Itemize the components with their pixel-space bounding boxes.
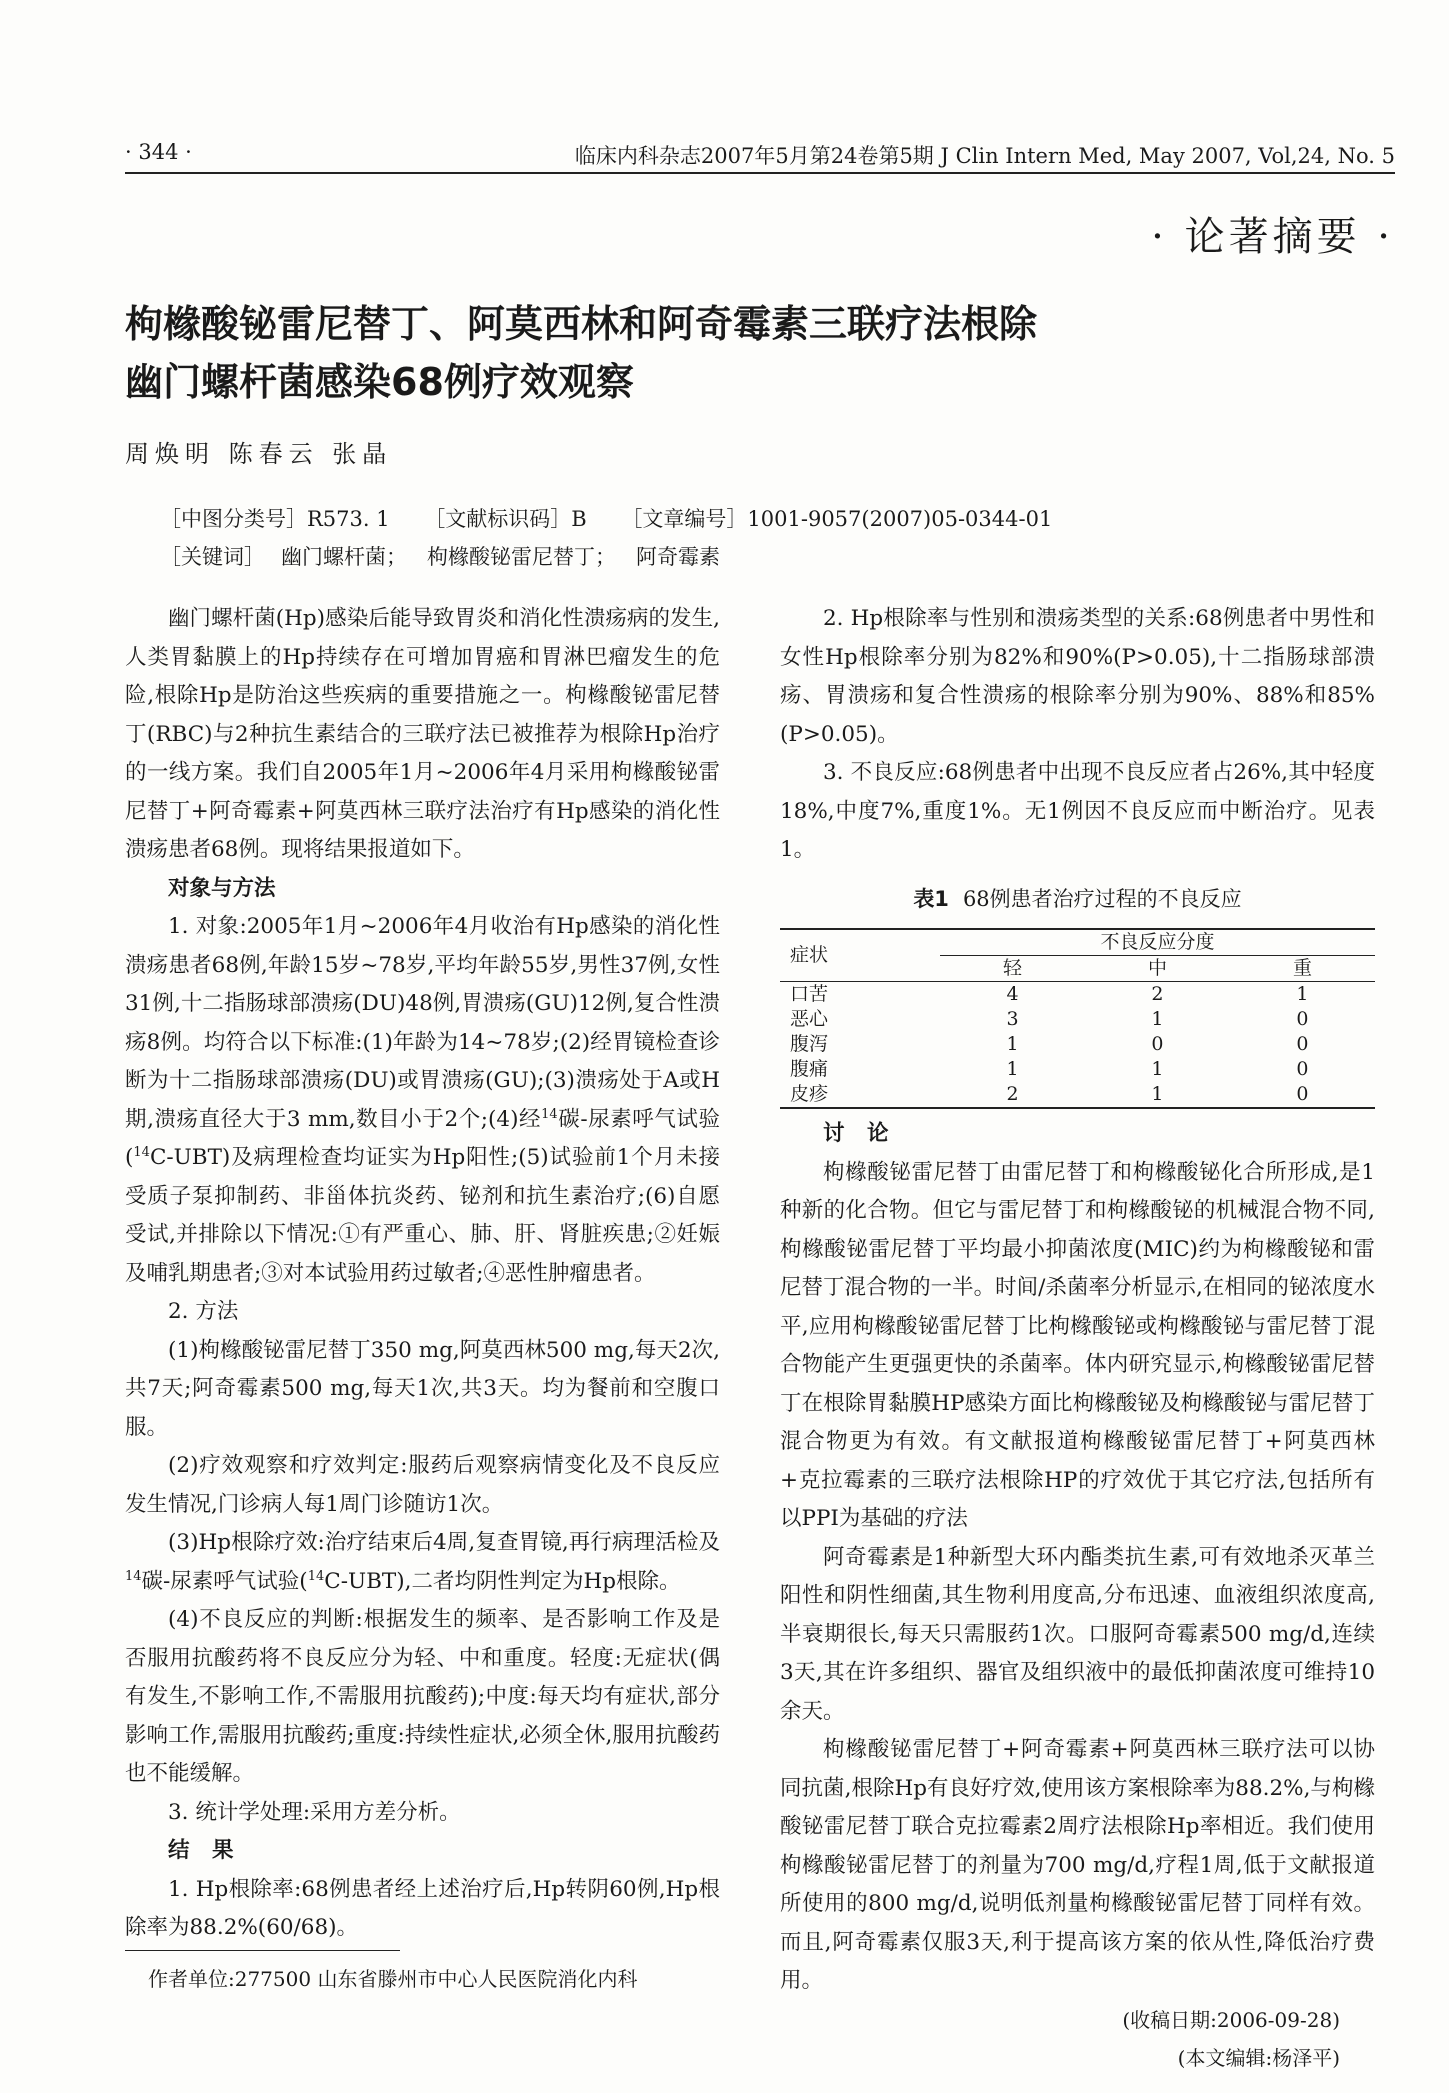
table-row: 皮疹 2 1 0 bbox=[780, 1082, 1375, 1108]
title-line-2: 幽门螺杆菌感染68例疗效观察 bbox=[125, 360, 634, 404]
left-column bbox=[125, 600, 720, 1948]
author-affiliation: 作者单位:277500 山东省滕州市中心人民医院消化内科 bbox=[148, 1967, 638, 1991]
journal-citation: 临床内科杂志2007年5月第24卷第5期 J Clin Intern Med, May 2007, Vol,24, No. 5 bbox=[574, 144, 1395, 168]
document-code: ［文献标识码］B bbox=[424, 507, 587, 531]
methods-observation: (2)疗效观察和疗效判定:服药后观察病情变化及不良反应发生情况,门诊病人每1周门诊随访1次。 bbox=[125, 1453, 720, 1517]
header-rule bbox=[125, 172, 1395, 174]
received-date: (收稿日期:2006-09-28) bbox=[1122, 2007, 1340, 2032]
results-adverse: 3. 不良反应:68例患者中出现不良反应者占26%,其中轻度18%,中度7%,重度1%。无1例因不良反应而中断治疗。见表1。 bbox=[780, 760, 1375, 862]
editor: (本文编辑:杨泽平) bbox=[1177, 2046, 1340, 2070]
col-severe: 重 bbox=[1230, 956, 1375, 982]
article-number: ［文章编号］1001-9057(2007)05-0344-01 bbox=[621, 507, 1053, 531]
methods-adverse: (4)不良反应的判断:根据发生的频率、是否影响工作及是否服用抗酸药将不良反应分为轻、中和重度。轻度:无症状(偶有发生,不影响工作,不需服用抗酸药);中度:每天均有症状,部分影响工作,需服用抗酸药;重度:持续性症状,必须全休,服用抗酸药也不能缓解。 bbox=[125, 1607, 720, 1786]
clc-number: ［中图分类号］R573. 1 bbox=[160, 507, 390, 531]
subjects-paragraph: 1. 对象:2005年1月~2006年4月收治有Hp感染的消化性溃疡患者68例,年龄15岁~78岁,平均年龄55岁,男性37例,女性31例,十二指肠球部溃疡(DU)48例,胃溃疡(GU)12例,复合性溃疡8例。均符合以下标准:(1)年龄为14~78岁;(2)经胃镜检查诊断为十二指肠球部溃疡(DU)或胃溃疡(GU);(3)溃疡处于A或H期,溃疡直径大于3 mm,数目小于2个;(4)经$^{14}$碳-尿素呼气试验($^{14}$C-UBT)及病理检查均证实为Hp阳性;(5)试验前1个月未接受质子泵抑制药、非甾体抗炎药、铋剂和抗生素治疗;(6)自愿受试,并排除以下情况:①有严重心、肺、肝、肾脏疾患;②妊娠及哺乳期患者;③对本试验用药过敏者;④恶性肿瘤患者。 bbox=[125, 914, 721, 1286]
discussion-rbc: 枸橼酸铋雷尼替丁由雷尼替丁和枸橼酸铋化合所形成,是1种新的化合物。但它与雷尼替丁和枸橼酸铋的机械混合物不同,枸橼酸铋雷尼替丁平均最小抑菌浓度(MIC)约为枸橼酸铋和雷尼替丁混合物的一半。时间/杀菌率分析显示,在相同的铋浓度水平,应用枸橼酸铋雷尼替丁比枸橼酸铋或枸橼酸铋与雷尼替丁混合物能产生更强更快的杀菌率。体内研究显示,枸橼酸铋雷尼替丁在根除胃黏膜HP感染方面比枸橼酸铋及枸橼酸铋与雷尼替丁混合物更为有效。有文献报道枸橼酸铋雷尼替丁+阿莫西林+克拉霉素的三联疗法根除HP的疗效优于其它疗法,包括所有以PPI为基础的疗法 bbox=[780, 1159, 1375, 1531]
table-row: 腹泻 1 0 0 bbox=[790, 1033, 1309, 1055]
keywords-line bbox=[160, 541, 748, 571]
col-symptom: 症状 bbox=[780, 929, 940, 982]
section-label: · 论著摘要 · bbox=[1151, 214, 1394, 260]
table-row: 口苦 4 2 1 bbox=[790, 983, 1309, 1005]
footnote-rule bbox=[125, 1950, 400, 1951]
col-group: 不良反应分度 bbox=[940, 929, 1375, 956]
heading-discussion: 讨 论 bbox=[823, 1121, 889, 1146]
classification-line bbox=[160, 503, 1080, 533]
adverse-reaction-table bbox=[780, 928, 1375, 1109]
discussion-azithromycin: 阿奇霉素是1种新型大环内酯类抗生素,可有效地杀灭革兰阳性和阴性细菌,其生物利用度高,分布迅速、血液组织浓度高,半衰期很长,每天只需服药1次。口服阿奇霉素500 mg/d,连续3天,其在许多组织、器官及组织液中的最低抑菌浓度可维持10余天。 bbox=[780, 1544, 1375, 1724]
methods-dosage: (1)枸橼酸铋雷尼替丁350 mg,阿莫西林500 mg,每天2次,共7天;阿奇霉素500 mg,每天1次,共3天。均为餐前和空腹口服。 bbox=[125, 1337, 720, 1440]
title-line-1: 枸橼酸铋雷尼替丁、阿莫西林和阿奇霉素三联疗法根除 bbox=[125, 302, 1038, 346]
col-mild: 轻 bbox=[940, 956, 1085, 982]
authors: 周焕明 陈春云 张晶 bbox=[125, 440, 393, 468]
heading-results: 结 果 bbox=[168, 1838, 234, 1863]
article-title bbox=[125, 295, 1325, 411]
table-row: 恶心 3 1 0 bbox=[790, 1008, 1309, 1030]
results-gender: 2. Hp根除率与性别和溃疡类型的关系:68例患者中男性和女性Hp根除率分别为82%和90%(P>0.05),十二指肠球部溃疡、胃溃疡和复合性溃疡的根除率分别为90%、88%和85%(P>0.05)。 bbox=[780, 606, 1375, 747]
running-header bbox=[125, 140, 1395, 174]
page-number: · 344 · bbox=[125, 140, 192, 164]
table-caption: 表1 68例患者治疗过程的不良反应 bbox=[913, 886, 1242, 911]
methods-statistics: 3. 统计学处理:采用方差分析。 bbox=[168, 1799, 461, 1825]
intro-paragraph: 幽门螺杆菌(Hp)感染后能导致胃炎和消化性溃疡病的发生,人类胃黏膜上的Hp持续存在可增加胃癌和胃淋巴瘤发生的危险,根除Hp是防治这些疾病的重要措施之一。枸橼酸铋雷尼替丁(RBC)与2种抗生素结合的三联疗法已被推荐为根除Hp治疗的一线方案。我们自2005年1月~2006年4月采用枸橼酸铋雷尼替丁+阿奇霉素+阿莫西林三联疗法治疗有Hp感染的消化性溃疡患者68例。现将结果报道如下。 bbox=[125, 606, 720, 862]
heading-methods: 对象与方法 bbox=[168, 875, 276, 901]
methods-eradication: (3)Hp根除疗效:治疗结束后4周,复查胃镜,再行病理活检及$^{14}$碳-尿素呼气试验($^{14}$C-UBT),二者均阴性判定为Hp根除。 bbox=[125, 1530, 720, 1594]
keywords-label: ［关键词］ bbox=[160, 545, 265, 569]
methods-heading-2: 2. 方法 bbox=[168, 1299, 239, 1324]
discussion-conclusion: 枸橼酸铋雷尼替丁+阿奇霉素+阿莫西林三联疗法可以协同抗菌,根除Hp有良好疗效,使用该方案根除率为88.2%,与枸橼酸铋雷尼替丁联合克拉霉素2周疗法根除Hp率相近。我们使用枸橼酸铋雷尼替丁的剂量为700 mg/d,疗程1周,低于文献报道所使用的800 mg/d,说明低剂量枸橼酸铋雷尼替丁同样有效。而且,阿奇霉素仅服3天,利于提高该方案的依从性,降低治疗费用。 bbox=[780, 1737, 1375, 1993]
right-column bbox=[780, 600, 1375, 2078]
results-eradication: 1. Hp根除率:68例患者经上述治疗后,Hp转阴60例,Hp根除率为88.2%(60/68)。 bbox=[125, 1876, 720, 1940]
col-moderate: 中 bbox=[1085, 956, 1230, 982]
table-row: 腹痛 1 1 0 bbox=[790, 1058, 1309, 1080]
keywords: 幽门螺杆菌； 枸橼酸铋雷尼替丁； 阿奇霉素 bbox=[281, 545, 721, 569]
